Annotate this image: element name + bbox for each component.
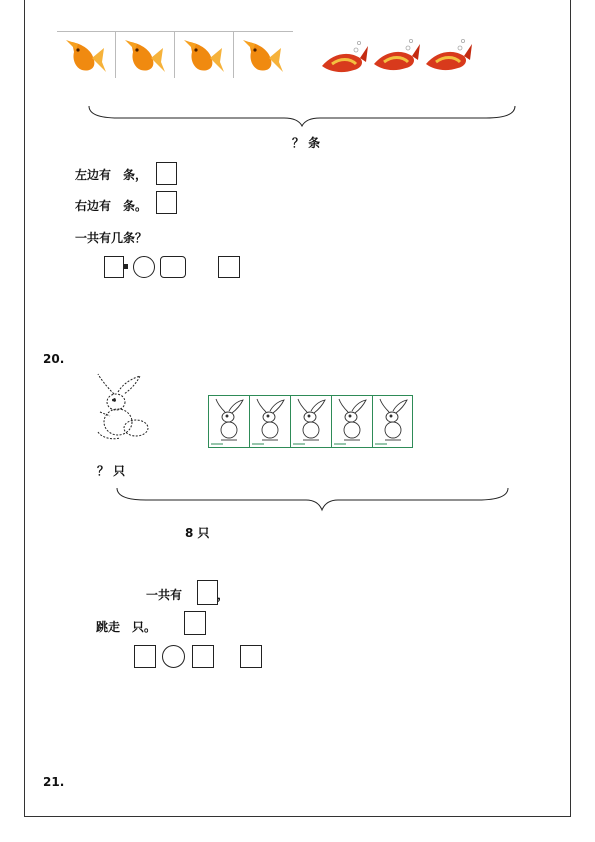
rabbit-icon [332, 396, 372, 447]
rabbit-cell [373, 396, 413, 447]
rabbit-icon [373, 396, 413, 447]
hopped-away-text: 跳走 只。 [96, 620, 157, 634]
answer-box-left[interactable] [156, 162, 177, 185]
rabbit-strip [208, 395, 413, 448]
answer-box-total[interactable] [197, 580, 218, 605]
rabbit-cell [209, 396, 250, 447]
red-fish-icon [374, 39, 420, 70]
rabbit-sketch-icon [88, 372, 152, 448]
goldfish-cell [175, 32, 234, 78]
rabbit-cell [332, 396, 373, 447]
total-count-label: 8 只 [185, 526, 210, 540]
operator-circle[interactable] [133, 256, 155, 278]
question-text: 一共有几条？ [75, 231, 148, 245]
rabbit-cell [250, 396, 291, 447]
goldfish-strip [57, 31, 293, 79]
goldfish-cell [57, 32, 116, 78]
red-fish-icon [426, 39, 472, 70]
total-line-text: 一共有 [146, 588, 183, 602]
equation-result-box[interactable] [240, 645, 262, 668]
brace-label-total: ？ 条 [292, 136, 321, 150]
operator-mark [123, 264, 128, 269]
unknown-count-label: ？ 只 [97, 464, 126, 478]
rabbit-icon [250, 396, 290, 447]
brace-under-rabbits [116, 486, 510, 512]
red-fish-group [318, 28, 483, 80]
goldfish-cell [234, 32, 292, 78]
rabbit-cell [291, 396, 332, 447]
question-number-20: 20. [43, 352, 65, 366]
rabbit-icon [291, 396, 331, 447]
goldfish-icon [116, 32, 174, 78]
left-count-text: 左边有 条， [75, 168, 148, 182]
right-count-text: 右边有 条。 [75, 199, 148, 213]
brace-under-fish [88, 104, 516, 128]
equation-box-1[interactable] [134, 645, 156, 668]
answer-box-away[interactable] [184, 611, 206, 635]
equation-box-1[interactable] [104, 256, 124, 278]
equation-result-box[interactable] [218, 256, 240, 278]
goldfish-icon [175, 32, 233, 78]
question-number-21: 21. [43, 775, 65, 789]
equation-box-2[interactable] [160, 256, 186, 278]
operator-circle[interactable] [162, 645, 185, 668]
equation-box-2[interactable] [192, 645, 214, 668]
goldfish-cell [116, 32, 175, 78]
answer-box-right[interactable] [156, 191, 177, 214]
red-fish-icon [322, 41, 368, 72]
total-comma: ， [217, 588, 230, 602]
goldfish-icon [57, 32, 115, 78]
rabbit-icon [209, 396, 249, 447]
goldfish-icon [234, 32, 292, 78]
